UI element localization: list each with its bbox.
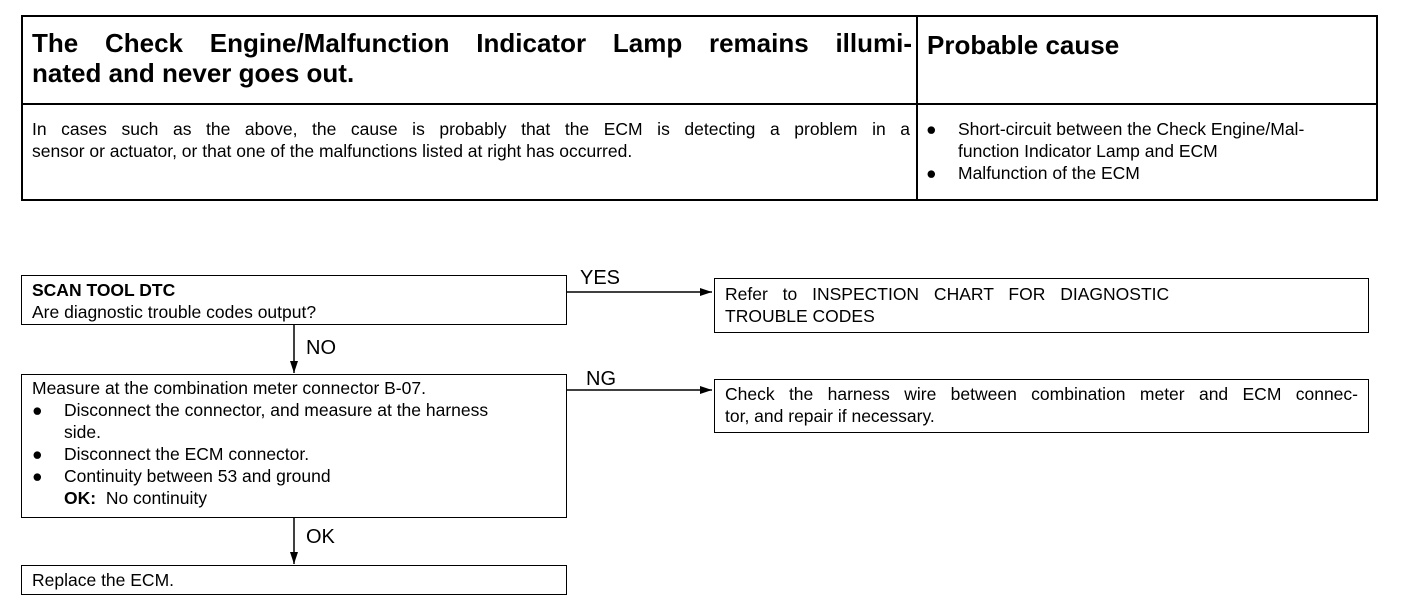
cause-line1: Malfunction of the ECM — [958, 163, 1140, 183]
check-line2: tor, and repair if necessary. — [725, 406, 935, 426]
bullet-icon: ● — [32, 400, 43, 420]
ok-value: No continuity — [105, 488, 207, 508]
description-line1: In cases such as the above, the cause is probably that the ECM is detecting a problem in a — [32, 119, 910, 139]
ok-criteria — [64, 487, 556, 509]
check-harness-box — [714, 379, 1369, 433]
measure-step-line1: Continuity between 53 and ground — [64, 466, 331, 486]
scan-title: SCAN TOOL DTC — [32, 280, 176, 300]
measure-step — [32, 443, 556, 465]
bullet-icon: ● — [926, 119, 937, 139]
measure-step-line1: Disconnect the connector, and measure at the harness — [64, 400, 489, 420]
refer-line2: TROUBLE CODES — [725, 306, 875, 326]
scan-question: Are diagnostic trouble codes output? — [32, 302, 317, 322]
no-label: NO — [306, 337, 336, 359]
cause-line1: Short-circuit between the Check Engine/Mal- — [958, 119, 1305, 139]
measure-step-line2: side. — [64, 422, 101, 442]
measure-step — [32, 465, 556, 509]
scan-tool-dtc-box — [21, 275, 567, 325]
measure-step — [32, 399, 556, 443]
check-line1: Check the harness wire between combination meter and ECM connec- — [725, 384, 1358, 404]
bullet-icon: ● — [32, 444, 43, 464]
ok-key: OK: — [64, 488, 97, 508]
replace-ecm-box — [21, 565, 567, 595]
measure-title: Measure at the combination meter connector B-07. — [32, 378, 426, 398]
refer-line1: Refer to INSPECTION CHART FOR DIAGNOSTIC — [725, 284, 1170, 304]
bullet-icon: ● — [32, 466, 43, 486]
probable-cause-header: Probable cause — [927, 30, 1120, 60]
cause-line2: function Indicator Lamp and ECM — [958, 141, 1218, 161]
ok-label: OK — [306, 526, 335, 548]
symptom-heading-line2: nated and never goes out. — [32, 58, 355, 88]
description-line2: sensor or actuator, or that one of the malfunctions listed at right has occurred. — [32, 141, 633, 161]
refer-box — [714, 278, 1369, 333]
ng-label: NG — [586, 368, 616, 390]
replace-text: Replace the ECM. — [32, 570, 175, 590]
measure-step-line1: Disconnect the ECM connector. — [64, 444, 310, 464]
symptom-heading-line1: The Check Engine/Malfunction Indicator Lamp remains illumi- — [32, 28, 912, 58]
measure-box — [21, 374, 567, 518]
bullet-icon: ● — [926, 163, 937, 183]
yes-label: YES — [580, 267, 621, 289]
